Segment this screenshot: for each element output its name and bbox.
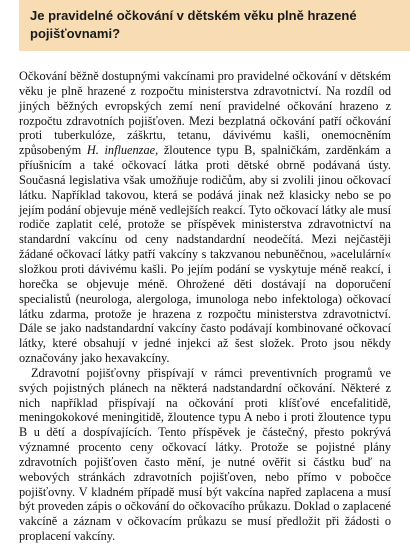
question-heading-box [19, 0, 410, 51]
text-run: Zdravotní pojišťovny přispívají v rámci preventivních programů ve svých pojistných plánech na některá nadstandardní očkování. Některé z nich například přispívají na očkování proti klíšťové encefalitidě, meningokokové meningitidě, žloutence typu A nebo i proti žloutence typu B u dětí a dospívajících. Tento příspěvek je částečný, přesto pokrývá významné procento ceny očkovací látky. Protože se pojistné plány zdravotních pojišťoven často mění, je nutné ověřit si částku buď na webových stránkách zdravotních pojišťoven, nebo přímo v pobočce pojišťovny. V kladném případě musí být vakcína napřed zaplacena a musí být proveden zápis o očkování do očkovacího průkazu. Doklad o zaplacené vakcíně a záznam v očkovacím průkazu se musí předložit při žádosti o proplacení vakcíny. [19, 365, 391, 544]
question-heading: Je pravidelné očkování v dětském věku plně hrazené pojišťovnami? [30, 8, 357, 41]
text-run: , žloutence typu B, spalničkám, zarděnkám a příušnicím a také očkovací látka proti dětské obrně podávaná ústy. Současná legislativa však umožňuje rodičům, aby si zvolili jinou očkovací látku. Například takovou, která se podává jinak než klasicky nebo se po jejím podání objevuje méně vedlejších reakcí. Tyto očkovací látky ale musí rodiče zaplatit celé, protože se příspěvek ministerstva zdravotnictví na standardní vakcínu od ceny nadstandardní neodečítá. Mezi nejčastěji žádané očkovací látky patří vakcíny s takzvanou nebuněčnou, »acelulární« složkou proti dávivému kašli. Po jejím podání se vyskytuje méně reakcí, i horečka se objevuje méně. Ohrožené děti dostávají na doporučení specialistů (neurologa, alergologa, imunologa nebo infektologa) očkovací látku zdarma, protože je hrazena z rozpočtu ministerstva zdravotnictví. Dále se jako nadstandardní vakcíny často podávají kombinované očkovací látky, které obsahují v jedné injekci až šest složek. Proto jsou někdy označovány jako hexavakcíny. [19, 143, 392, 366]
italic-term: H. influenzae [86, 143, 156, 158]
answer-body [19, 69, 391, 544]
paragraph [19, 366, 391, 544]
text-run: Očkování běžně dostupnými vakcínami pro pravidelné očkování v dětském věku je plně hrazené z rozpočtu ministerstva zdravotnictví. Na rozdíl od jiných běžných evropských zemí není pravidelné očkování hrazeno z rozpočtu zdravotních pojišťoven. Mezi bezplatná očkování patří očkování proti tuberkulóze, záškrtu, tetanu, dávivému kašli, onemocněním způsobeným [19, 69, 391, 158]
paragraph [19, 69, 391, 366]
